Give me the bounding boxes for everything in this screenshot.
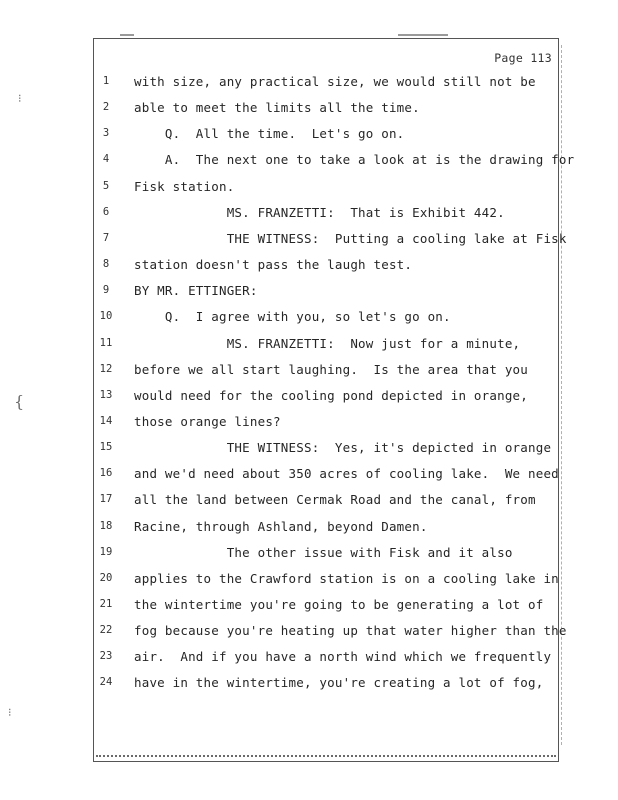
transcript-line: before we all start laughing. Is the area that you <box>134 362 529 377</box>
line-number: 24 <box>99 676 113 688</box>
line-number: 20 <box>99 572 113 584</box>
line-number: 7 <box>102 232 110 244</box>
transcript-line: Racine, through Ashland, beyond Damen. <box>134 519 428 534</box>
transcript-line: air. And if you have a north wind which we frequently <box>134 649 552 664</box>
transcript-line: Q. I agree with you, so let's go on. <box>134 309 451 324</box>
page-number: Page 113 <box>494 51 552 65</box>
line-number: 9 <box>102 284 110 296</box>
transcript-line: station doesn't pass the laugh test. <box>134 257 413 272</box>
line-number: 15 <box>99 441 113 453</box>
line-number: 2 <box>102 101 110 113</box>
transcript-line: MS. FRANZETTI: That is Exhibit 442. <box>134 205 505 220</box>
scan-edge <box>561 45 562 745</box>
transcript-line: with size, any practical size, we would still not be <box>134 74 536 89</box>
line-number: 4 <box>102 153 110 165</box>
transcript-line: able to meet the limits all the time. <box>134 100 420 115</box>
transcript-line: applies to the Crawford station is on a cooling lake in <box>134 571 559 586</box>
transcript-line: fog because you're heating up that water higher than the <box>134 623 567 638</box>
transcript-line: MS. FRANZETTI: Now just for a minute, <box>134 336 521 351</box>
scan-mark: ⁝ <box>18 92 22 105</box>
line-number: 23 <box>99 650 113 662</box>
line-number: 6 <box>102 206 110 218</box>
transcript-line: all the land between Cermak Road and the canal, from <box>134 492 536 507</box>
line-number: 21 <box>99 598 113 610</box>
transcript-line: have in the wintertime, you're creating a lot of fog, <box>134 675 544 690</box>
line-number: 5 <box>102 180 110 192</box>
transcript-line: THE WITNESS: Yes, it's depicted in orange <box>134 440 552 455</box>
transcript-line: those orange lines? <box>134 414 281 429</box>
scan-mark: { <box>14 392 25 411</box>
scan-mark <box>398 34 448 36</box>
transcript-line: THE WITNESS: Putting a cooling lake at Fisk <box>134 231 567 246</box>
line-number: 3 <box>102 127 110 139</box>
line-number: 17 <box>99 493 113 505</box>
line-number: 1 <box>102 75 110 87</box>
transcript-line: Q. All the time. Let's go on. <box>134 126 405 141</box>
line-number: 11 <box>99 337 113 349</box>
transcript-line: A. The next one to take a look at is the drawing for <box>134 152 575 167</box>
line-number: 13 <box>99 389 113 401</box>
line-number: 19 <box>99 546 113 558</box>
line-number: 14 <box>99 415 113 427</box>
line-number: 8 <box>102 258 110 270</box>
line-number: 12 <box>99 363 113 375</box>
line-number: 10 <box>99 310 113 322</box>
transcript-line: would need for the cooling pond depicted in orange, <box>134 388 529 403</box>
transcript-line: The other issue with Fisk and it also <box>134 545 513 560</box>
bottom-rule <box>96 755 556 757</box>
line-number: 22 <box>99 624 113 636</box>
line-number: 18 <box>99 520 113 532</box>
transcript-line: Fisk station. <box>134 179 235 194</box>
transcript-line: the wintertime you're going to be generating a lot of <box>134 597 544 612</box>
transcript-line: BY MR. ETTINGER: <box>134 283 258 298</box>
scan-mark: ⁝ <box>8 706 12 719</box>
scan-mark <box>120 34 134 36</box>
line-number: 16 <box>99 467 113 479</box>
transcript-line: and we'd need about 350 acres of cooling lake. We need <box>134 466 559 481</box>
